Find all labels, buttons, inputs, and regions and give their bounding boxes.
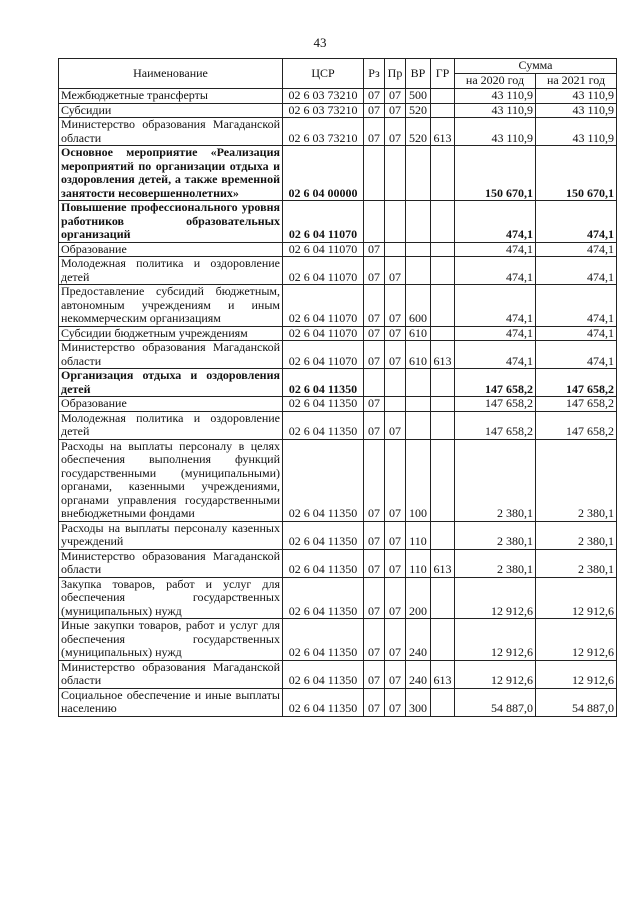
row-rz-cell: 07 bbox=[364, 341, 385, 369]
header-sum: Сумма bbox=[455, 59, 617, 74]
row-vr-cell: 200 bbox=[406, 577, 431, 619]
row-pr-cell: 07 bbox=[385, 577, 406, 619]
table-row bbox=[59, 118, 617, 146]
page-number: 43 bbox=[313, 35, 327, 50]
row-pr-cell: 07 bbox=[385, 439, 406, 521]
row-vr-cell bbox=[406, 146, 431, 201]
table-row bbox=[59, 257, 617, 285]
header-vr: ВР bbox=[406, 59, 431, 89]
row-rz-cell: 07 bbox=[364, 411, 385, 439]
row-name-cell: Образование bbox=[59, 397, 283, 412]
row-vr-cell bbox=[406, 257, 431, 285]
row-csr-cell: 02 6 04 11350 bbox=[283, 549, 364, 577]
row-gr-cell: 613 bbox=[431, 341, 455, 369]
row-vr-cell: 240 bbox=[406, 660, 431, 688]
row-pr-cell: 07 bbox=[385, 89, 406, 104]
row-pr-cell: 07 bbox=[385, 285, 406, 327]
row-gr-cell: 613 bbox=[431, 118, 455, 146]
row-csr-cell: 02 6 04 11350 bbox=[283, 660, 364, 688]
row-sum-2021-cell: 54 887,0 bbox=[536, 688, 617, 716]
row-sum-2021-cell: 147 658,2 bbox=[536, 369, 617, 397]
table-row bbox=[59, 326, 617, 341]
row-csr-cell: 02 6 04 11070 bbox=[283, 242, 364, 257]
row-csr-cell: 02 6 04 11070 bbox=[283, 341, 364, 369]
row-pr-cell: 07 bbox=[385, 521, 406, 549]
header-rz: Рз bbox=[364, 59, 385, 89]
row-name-cell: Молодежная политика и оздоровление детей bbox=[59, 411, 283, 439]
row-pr-cell: 07 bbox=[385, 411, 406, 439]
row-csr-cell: 02 6 04 00000 bbox=[283, 146, 364, 201]
row-sum-2020-cell: 43 110,9 bbox=[455, 89, 536, 104]
row-vr-cell: 240 bbox=[406, 619, 431, 661]
row-sum-2021-cell: 43 110,9 bbox=[536, 89, 617, 104]
row-csr-cell: 02 6 04 11070 bbox=[283, 285, 364, 327]
row-name-cell: Межбюджетные трансферты bbox=[59, 89, 283, 104]
row-name-cell: Министерство образования Магаданской области bbox=[59, 118, 283, 146]
row-gr-cell bbox=[431, 89, 455, 104]
row-gr-cell bbox=[431, 411, 455, 439]
row-rz-cell: 07 bbox=[364, 577, 385, 619]
row-gr-cell bbox=[431, 439, 455, 521]
row-sum-2021-cell: 474,1 bbox=[536, 201, 617, 243]
row-name-cell: Субсидии bbox=[59, 103, 283, 118]
row-csr-cell: 02 6 03 73210 bbox=[283, 103, 364, 118]
row-rz-cell: 07 bbox=[364, 439, 385, 521]
row-pr-cell bbox=[385, 369, 406, 397]
table-row bbox=[59, 549, 617, 577]
row-pr-cell: 07 bbox=[385, 326, 406, 341]
row-vr-cell: 100 bbox=[406, 439, 431, 521]
row-rz-cell: 07 bbox=[364, 549, 385, 577]
table-row bbox=[59, 146, 617, 201]
row-name-cell: Иные закупки товаров, работ и услуг для обеспечения государственных (муниципальных) нужд bbox=[59, 619, 283, 661]
row-name-cell: Закупка товаров, работ и услуг для обеспечения государственных (муниципальных) нужд bbox=[59, 577, 283, 619]
budget-table bbox=[58, 58, 617, 717]
row-sum-2020-cell: 474,1 bbox=[455, 341, 536, 369]
table-row bbox=[59, 397, 617, 412]
row-rz-cell: 07 bbox=[364, 257, 385, 285]
row-csr-cell: 02 6 04 11350 bbox=[283, 521, 364, 549]
row-sum-2020-cell: 474,1 bbox=[455, 242, 536, 257]
row-sum-2020-cell: 12 912,6 bbox=[455, 619, 536, 661]
row-rz-cell bbox=[364, 369, 385, 397]
row-name-cell: Министерство образования Магаданской области bbox=[59, 660, 283, 688]
row-sum-2020-cell: 2 380,1 bbox=[455, 439, 536, 521]
row-name-cell: Образование bbox=[59, 242, 283, 257]
row-csr-cell: 02 6 04 11350 bbox=[283, 411, 364, 439]
row-sum-2020-cell: 474,1 bbox=[455, 257, 536, 285]
row-name-cell: Социальное обеспечение и иные выплаты населению bbox=[59, 688, 283, 716]
table-body bbox=[59, 89, 617, 717]
row-vr-cell bbox=[406, 369, 431, 397]
row-name-cell: Молодежная политика и оздоровление детей bbox=[59, 257, 283, 285]
row-rz-cell: 07 bbox=[364, 688, 385, 716]
table-row bbox=[59, 688, 617, 716]
row-rz-cell: 07 bbox=[364, 285, 385, 327]
row-sum-2020-cell: 147 658,2 bbox=[455, 369, 536, 397]
row-csr-cell: 02 6 04 11350 bbox=[283, 619, 364, 661]
row-gr-cell bbox=[431, 521, 455, 549]
table-row bbox=[59, 619, 617, 661]
row-sum-2021-cell: 43 110,9 bbox=[536, 103, 617, 118]
row-rz-cell: 07 bbox=[364, 397, 385, 412]
row-gr-cell bbox=[431, 326, 455, 341]
row-pr-cell bbox=[385, 242, 406, 257]
row-sum-2020-cell: 474,1 bbox=[455, 285, 536, 327]
header-csr: ЦСР bbox=[283, 59, 364, 89]
row-vr-cell: 110 bbox=[406, 521, 431, 549]
row-name-cell: Расходы на выплаты персоналу казенных учреждений bbox=[59, 521, 283, 549]
row-sum-2020-cell: 54 887,0 bbox=[455, 688, 536, 716]
row-gr-cell bbox=[431, 103, 455, 118]
table-row bbox=[59, 369, 617, 397]
row-sum-2021-cell: 12 912,6 bbox=[536, 577, 617, 619]
row-vr-cell: 610 bbox=[406, 341, 431, 369]
row-sum-2020-cell: 147 658,2 bbox=[455, 397, 536, 412]
row-rz-cell: 07 bbox=[364, 242, 385, 257]
row-pr-cell: 07 bbox=[385, 688, 406, 716]
row-csr-cell: 02 6 04 11070 bbox=[283, 326, 364, 341]
row-vr-cell: 300 bbox=[406, 688, 431, 716]
row-csr-cell: 02 6 03 73210 bbox=[283, 118, 364, 146]
row-rz-cell bbox=[364, 201, 385, 243]
table-row bbox=[59, 89, 617, 104]
table-header bbox=[59, 59, 617, 89]
row-sum-2020-cell: 474,1 bbox=[455, 201, 536, 243]
row-sum-2020-cell: 2 380,1 bbox=[455, 521, 536, 549]
row-rz-cell: 07 bbox=[364, 521, 385, 549]
row-vr-cell bbox=[406, 397, 431, 412]
row-name-cell: Расходы на выплаты персоналу в целях обеспечения выполнения функций государственными (муниципальными) органами, казенными учреждениями, органами управления государственными внебюджетными фондами bbox=[59, 439, 283, 521]
row-pr-cell: 07 bbox=[385, 257, 406, 285]
row-sum-2020-cell: 474,1 bbox=[455, 326, 536, 341]
row-gr-cell bbox=[431, 257, 455, 285]
row-csr-cell: 02 6 03 73210 bbox=[283, 89, 364, 104]
header-name: Наименование bbox=[59, 59, 283, 89]
row-sum-2020-cell: 43 110,9 bbox=[455, 103, 536, 118]
row-rz-cell bbox=[364, 146, 385, 201]
row-sum-2021-cell: 150 670,1 bbox=[536, 146, 617, 201]
row-sum-2021-cell: 2 380,1 bbox=[536, 439, 617, 521]
row-pr-cell bbox=[385, 146, 406, 201]
row-rz-cell: 07 bbox=[364, 619, 385, 661]
table-row bbox=[59, 521, 617, 549]
row-sum-2021-cell: 474,1 bbox=[536, 285, 617, 327]
table-row bbox=[59, 577, 617, 619]
row-sum-2021-cell: 2 380,1 bbox=[536, 549, 617, 577]
row-sum-2020-cell: 12 912,6 bbox=[455, 577, 536, 619]
row-gr-cell bbox=[431, 619, 455, 661]
table-row bbox=[59, 242, 617, 257]
table-row bbox=[59, 285, 617, 327]
row-sum-2021-cell: 12 912,6 bbox=[536, 660, 617, 688]
row-vr-cell: 110 bbox=[406, 549, 431, 577]
row-csr-cell: 02 6 04 11350 bbox=[283, 369, 364, 397]
table-row bbox=[59, 103, 617, 118]
row-name-cell: Предоставление субсидий бюджетным, автономным учреждениям и иным некоммерческим организациям bbox=[59, 285, 283, 327]
row-pr-cell: 07 bbox=[385, 549, 406, 577]
header-gr: ГР bbox=[431, 59, 455, 89]
row-name-cell: Повышение профессионального уровня работников образовательных организаций bbox=[59, 201, 283, 243]
row-vr-cell: 520 bbox=[406, 118, 431, 146]
row-name-cell: Основное мероприятие «Реализация мероприятий по организации отдыха и оздоровления детей, а также временной занятости несовершеннолетних» bbox=[59, 146, 283, 201]
row-name-cell: Организация отдыха и оздоровления детей bbox=[59, 369, 283, 397]
table-row bbox=[59, 660, 617, 688]
row-pr-cell: 07 bbox=[385, 341, 406, 369]
row-gr-cell bbox=[431, 146, 455, 201]
row-gr-cell: 613 bbox=[431, 549, 455, 577]
row-csr-cell: 02 6 04 11350 bbox=[283, 688, 364, 716]
row-csr-cell: 02 6 04 11350 bbox=[283, 397, 364, 412]
row-csr-cell: 02 6 04 11070 bbox=[283, 257, 364, 285]
row-sum-2021-cell: 474,1 bbox=[536, 341, 617, 369]
row-name-cell: Субсидии бюджетным учреждениям bbox=[59, 326, 283, 341]
row-rz-cell: 07 bbox=[364, 118, 385, 146]
table-row bbox=[59, 411, 617, 439]
row-gr-cell bbox=[431, 369, 455, 397]
row-gr-cell: 613 bbox=[431, 660, 455, 688]
row-rz-cell: 07 bbox=[364, 103, 385, 118]
row-pr-cell: 07 bbox=[385, 660, 406, 688]
table-row bbox=[59, 341, 617, 369]
header-year-2021: на 2021 год bbox=[536, 74, 617, 89]
header-year-2020: на 2020 год bbox=[455, 74, 536, 89]
row-pr-cell: 07 bbox=[385, 103, 406, 118]
row-gr-cell bbox=[431, 688, 455, 716]
table-row bbox=[59, 201, 617, 243]
row-sum-2021-cell: 12 912,6 bbox=[536, 619, 617, 661]
row-sum-2020-cell: 43 110,9 bbox=[455, 118, 536, 146]
row-rz-cell: 07 bbox=[364, 89, 385, 104]
row-pr-cell: 07 bbox=[385, 619, 406, 661]
row-vr-cell: 500 bbox=[406, 89, 431, 104]
row-pr-cell bbox=[385, 201, 406, 243]
row-csr-cell: 02 6 04 11070 bbox=[283, 201, 364, 243]
row-gr-cell bbox=[431, 285, 455, 327]
row-gr-cell bbox=[431, 397, 455, 412]
row-sum-2021-cell: 147 658,2 bbox=[536, 397, 617, 412]
row-sum-2021-cell: 2 380,1 bbox=[536, 521, 617, 549]
row-vr-cell: 600 bbox=[406, 285, 431, 327]
row-name-cell: Министерство образования Магаданской области bbox=[59, 549, 283, 577]
row-sum-2021-cell: 474,1 bbox=[536, 242, 617, 257]
table-row bbox=[59, 439, 617, 521]
row-sum-2021-cell: 43 110,9 bbox=[536, 118, 617, 146]
row-sum-2020-cell: 147 658,2 bbox=[455, 411, 536, 439]
row-vr-cell: 520 bbox=[406, 103, 431, 118]
row-sum-2021-cell: 147 658,2 bbox=[536, 411, 617, 439]
row-name-cell: Министерство образования Магаданской области bbox=[59, 341, 283, 369]
row-sum-2020-cell: 12 912,6 bbox=[455, 660, 536, 688]
row-gr-cell bbox=[431, 201, 455, 243]
row-vr-cell bbox=[406, 242, 431, 257]
row-rz-cell: 07 bbox=[364, 326, 385, 341]
row-vr-cell bbox=[406, 411, 431, 439]
row-pr-cell bbox=[385, 397, 406, 412]
row-pr-cell: 07 bbox=[385, 118, 406, 146]
header-pr: Пр bbox=[385, 59, 406, 89]
row-gr-cell bbox=[431, 242, 455, 257]
row-gr-cell bbox=[431, 577, 455, 619]
row-sum-2021-cell: 474,1 bbox=[536, 326, 617, 341]
row-vr-cell: 610 bbox=[406, 326, 431, 341]
row-vr-cell bbox=[406, 201, 431, 243]
row-sum-2020-cell: 2 380,1 bbox=[455, 549, 536, 577]
row-sum-2021-cell: 474,1 bbox=[536, 257, 617, 285]
row-sum-2020-cell: 150 670,1 bbox=[455, 146, 536, 201]
row-rz-cell: 07 bbox=[364, 660, 385, 688]
row-csr-cell: 02 6 04 11350 bbox=[283, 577, 364, 619]
row-csr-cell: 02 6 04 11350 bbox=[283, 439, 364, 521]
